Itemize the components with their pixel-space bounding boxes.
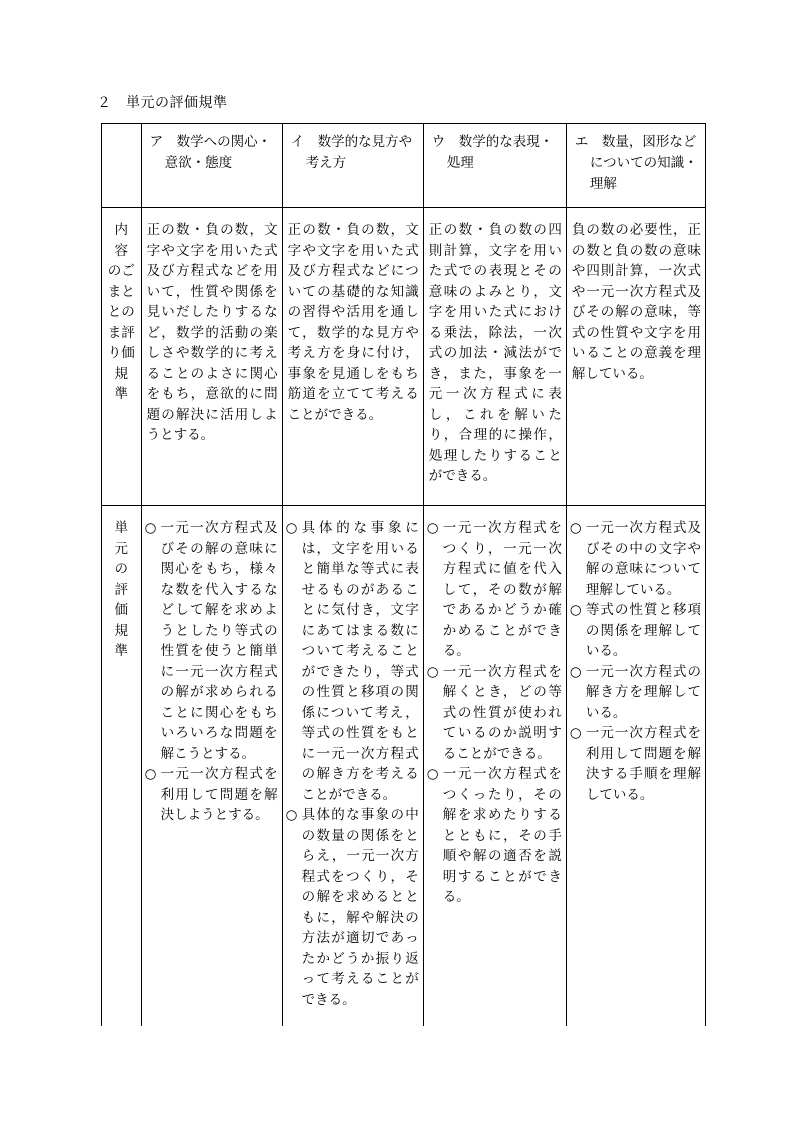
summary-criteria-row: [102, 208, 706, 506]
criterion-item: [569, 600, 701, 662]
row-label-unit: [102, 506, 142, 1026]
row-label-summary: [102, 208, 142, 506]
criterion-text: 等式の性質と移項の関係を理解している。: [585, 602, 701, 659]
unit-cell-a: [141, 506, 282, 1026]
bullet-mark: ○: [426, 766, 439, 782]
criterion-item: [569, 723, 701, 805]
summary-cell-a: 正の数・負の数，文字や文字を用いた式及び方程式などを用いて，性質や関係を見いだしたりするなど，数学的活動の楽しさや数学的に考えることのよさに関心をもち，意欲的に問題の解決に活用しようとする。: [141, 208, 282, 506]
criterion-item: [426, 764, 562, 908]
criterion-text: 一元一次方程式を利用して問題を解決する手順を理解している。: [585, 725, 701, 803]
bullet-mark: ○: [285, 520, 298, 536]
bullet-mark: ○: [569, 663, 582, 680]
header-e-lead: エ 数量，図形など: [574, 134, 697, 150]
criterion-text: 一元一次方程式の解き方を理解している。: [585, 663, 701, 721]
evaluation-criteria-table: [101, 123, 706, 1026]
header-i-rest: 考え方: [305, 155, 347, 171]
bullet-mark: ○: [144, 520, 157, 536]
criterion-text: 一元一次方程式をつくり，一元一次方程式に値を代入して，その数が解であるかどうか確かめることができる。: [442, 520, 562, 659]
bullet-mark: ○: [569, 725, 582, 741]
criterion-item: [426, 518, 562, 662]
summary-cell-u: 正の数・負の数の四則計算，文字を用いた式での表現とその意味のよみとり，文字を用いた式における乗法，除法，一次式の加法・減法ができ，また，事象を一元一次方程式に表し，これを解いたり，合理的に操作，処理したりすることができる。: [423, 208, 566, 506]
header-cell-i: [282, 124, 423, 208]
corner-cell: [102, 124, 142, 208]
header-cell-e: [566, 124, 705, 208]
bullet-mark: ○: [144, 766, 157, 782]
unit-cell-e: [566, 506, 705, 1026]
unit-cell-i: [282, 506, 423, 1026]
bullet-mark: ○: [426, 663, 439, 680]
criterion-item: [285, 805, 419, 1010]
unit-criteria-row: [102, 506, 706, 1026]
header-a-rest: 意欲・態度: [164, 155, 233, 171]
row-label-unit-text: 単 元 の 評 価 規 準: [114, 520, 129, 659]
header-e-rest: についての知識・理解: [589, 155, 698, 192]
row-label-summary-text: 内 容 のご まと との ま評 り価 規 準: [107, 222, 135, 402]
criterion-text: 一元一次方程式を解くとき，どの等式の性質が使われているのか説明することができる。: [442, 663, 562, 762]
section-heading: ２ 単元の評価規準: [97, 95, 228, 111]
criterion-item: [569, 662, 701, 724]
header-cell-u: [423, 124, 566, 208]
header-u-rest: 処理: [446, 155, 474, 171]
bullet-mark: ○: [569, 520, 582, 536]
header-row: [102, 124, 706, 208]
criterion-text: 一元一次方程式を利用して問題を解決しようとする。: [160, 766, 278, 823]
criterion-item: [144, 764, 278, 826]
unit-cell-u: [423, 506, 566, 1026]
summary-cell-i: 正の数・負の数，文字や文字を用いた式及び方程式などについての基礎的な知識の習得や活用を通して，数学的な見方や考え方を身に付け，事象を見通しをもち筋道を立てて考えることができる。: [282, 208, 423, 506]
bullet-mark: ○: [426, 520, 439, 536]
header-a-lead: ア 数学への関心・: [149, 134, 272, 150]
header-u-lead: ウ 数学的な表現・: [431, 134, 554, 150]
bullet-mark: ○: [285, 807, 298, 823]
header-i-lead: イ 数学的な見方や: [290, 134, 413, 150]
criterion-text: 具体的な事象の中の数量の関係をとらえ，一元一次方程式をつくり，その解を求めるとともに，解や解決の方法が適切であったかどうか振り返って考えることができる。: [301, 807, 419, 1008]
criterion-item: [569, 518, 701, 600]
criterion-item: [285, 518, 419, 805]
summary-cell-e: 負の数の必要性，正の数と負の数の意味や四則計算，一次式や一元一次方程式及びその解の意味，等式の性質や文字を用いることの意義を理解している。: [566, 208, 705, 506]
bullet-mark: ○: [569, 602, 582, 618]
criterion-text: 一元一次方程式及びその中の文字や解の意味について理解している。: [585, 520, 701, 598]
criterion-text: 具体的な事象には，文字を用いると簡単な等式に表せるものがあることに気付き，文字にあてはまる数について考えることができたり，等式の性質と移項の関係について考え，等式の性質をもとに一元一次方程式の解き方を考えることができる。: [301, 520, 419, 803]
header-cell-a: [141, 124, 282, 208]
criterion-item: [426, 662, 562, 765]
criterion-item: [144, 518, 278, 764]
criterion-text: 一元一次方程式をつくったり，その解を求めたりするとともに，その手順や解の適否を説明することができる。: [442, 766, 562, 905]
criterion-text: 一元一次方程式及びその解の意味に関心をもち，様々な数を代入するなどして解を求めようとしたり等式の性質を使うと簡単に一元一次方程式の解が求められることに関心をもちいろいろな問題を解こうとする。: [160, 520, 278, 762]
